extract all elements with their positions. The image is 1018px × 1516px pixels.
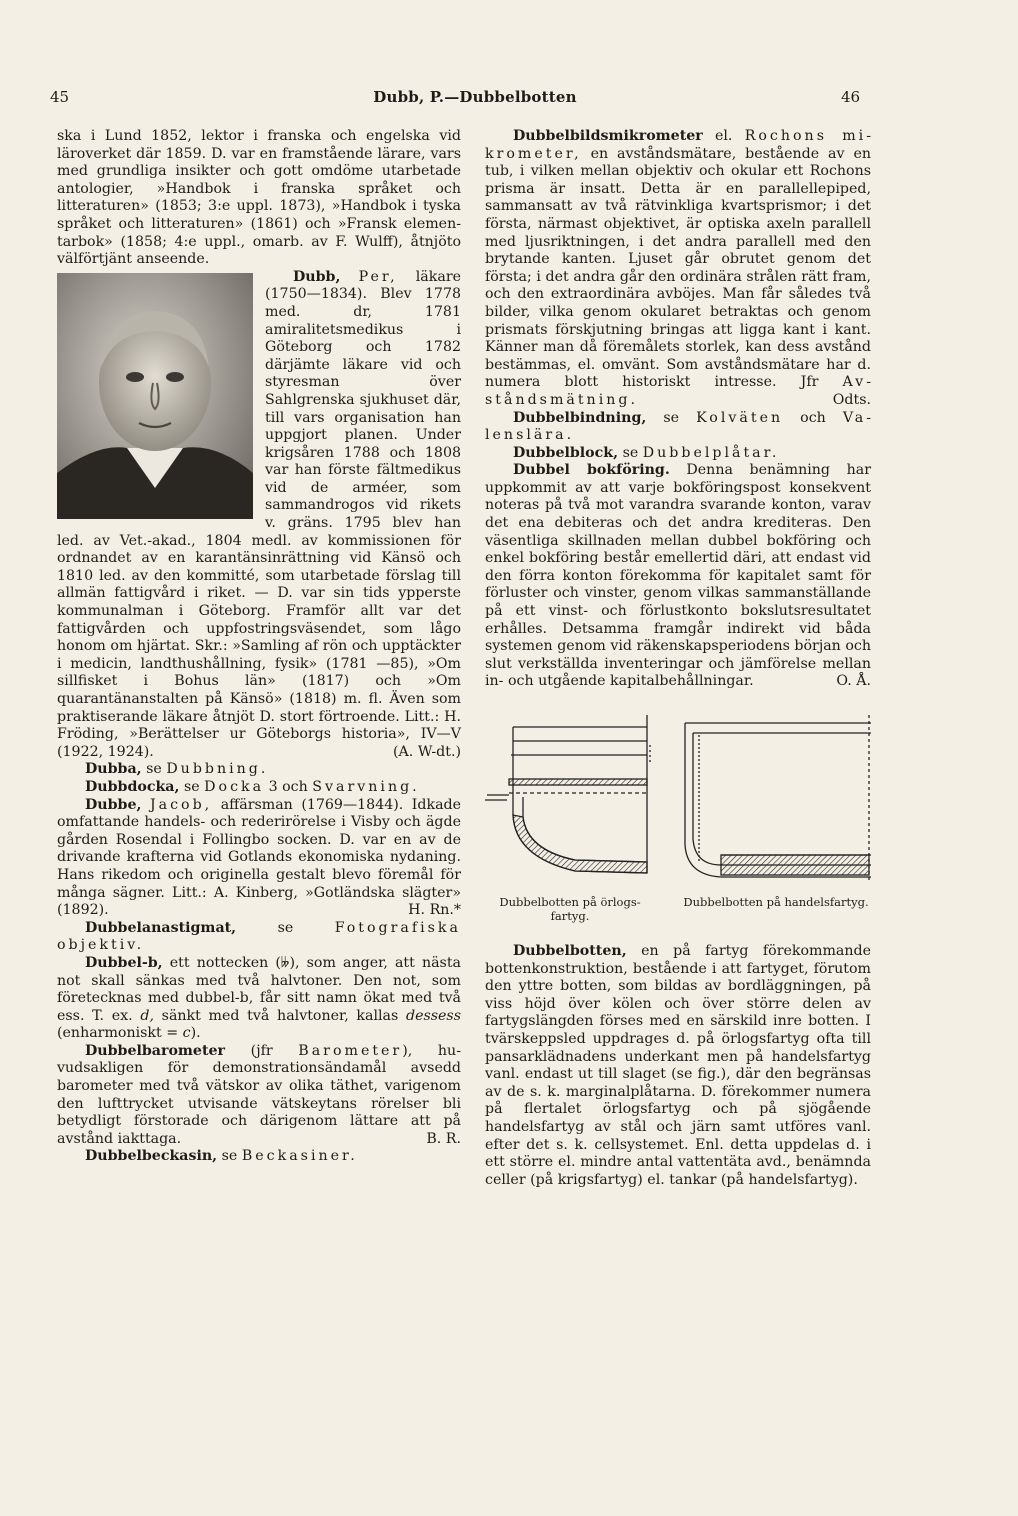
connector-text: och bbox=[800, 409, 826, 426]
merchant-hull-diagram bbox=[685, 715, 871, 880]
headword: Dubbelbindning, bbox=[513, 409, 647, 426]
entry-text: en avståndsmätare, bestående av en tub, i vilken mellan objektiv och okular ett Rochons prisma är insatt. Detta är en parallellepiped, sammansatt av två rätvinkliga kvartsprismor; i det första, närmast objektivet, är optiska axeln parallell med ljusriktningen, i det andra parallell med den brytande kanten. Ljuset går obrutet genom det första; i det andra går den ordinära strålen rätt fram, och den extraordinära avböjes. Man får således två bilder, vilka genom okularet betraktas och genom prismats förskjutning bringas att ligga kant i kant. Känner man då föremålets storlek, kan dess avstånd bestämmas, el. omvänt. Som avståndsmätare har d. numera blott historiskt intresse. Jfr bbox=[485, 145, 871, 391]
headword: Dubbdocka, bbox=[85, 778, 180, 795]
warship-hull-diagram bbox=[485, 715, 650, 873]
entry-continuation: ska i Lund 1852, lektor i franska och engelska vid läroverket där 1859. D. var en framstående lärare, vars med grundliga insikter och gott omdöme utarbetade antologier, »Handbok i franska språket och litteraturen» (1853; 3:e uppl. 1873), »Handbok i tyska språket och litteraturen» (1861) och »Fransk elementarbok» (1858; 4:e uppl., omarb. av F. Wulff), åtnjöto välförtjänt anseende. bbox=[57, 128, 461, 268]
portrait-photo bbox=[57, 273, 253, 519]
right-column bbox=[485, 128, 871, 1189]
see-word: se bbox=[663, 409, 680, 426]
headword: Dubbelblock, bbox=[513, 444, 619, 461]
signature: (A. W-dt.) bbox=[393, 743, 461, 760]
entry-dubbdocka bbox=[57, 779, 461, 797]
first-name: Jacob, bbox=[149, 796, 213, 813]
hull-cross-section-diagrams bbox=[485, 705, 871, 895]
signature: B. R. bbox=[426, 1130, 461, 1147]
see-word: el. bbox=[715, 128, 733, 144]
entry-dubbel-bokforing bbox=[485, 462, 871, 691]
entry-dubba bbox=[57, 761, 461, 779]
cross-reference: Rochons mikrometer, bbox=[485, 128, 871, 162]
signature: H. Rn.* bbox=[408, 902, 461, 919]
example-note: d, bbox=[140, 1007, 154, 1024]
entry-text: Denna benämning har uppkommit av att varje bokföringspost konsekvent noteras på två mot varandra svarande konton, varav det ena debiteras och det andra krediteras. Den väsentliga skillnaden mellan dubbel bokföring och enkel bokföring består emellertid däri, att endast vid den förra konton förekomma för kapitalet samt för förluster och vinster, genom vilkas sammanställande på ett vinst- och förlustkonto bokslutsresultatet erhålles. Detsamma framgår indirekt vid båda systemen genom vid räkenskapsperiodens början och slut verkställda inventeringar och jämförelse mellan in- och utgående kapitalbehållningar. bbox=[485, 462, 871, 690]
entry-text: ett nottecken ( bbox=[169, 954, 281, 971]
page-number-right: 46 bbox=[841, 88, 861, 106]
entry-text: ). bbox=[190, 1025, 201, 1042]
entry-text: (enharmoniskt = bbox=[57, 1025, 183, 1042]
cross-reference: Dubbelplåtar. bbox=[642, 444, 780, 461]
entry-text: sänkt med två halvtoner, kallas bbox=[161, 1007, 399, 1024]
example-note: c bbox=[182, 1025, 191, 1042]
headword: Dubbelbarometer bbox=[85, 1042, 226, 1059]
entry-text: affärsman (1769—1844). Idkade omfattande handels- och rederirörelse i Visby och ägde gården Rosendal i Follingbo socken. D. var en av de drivande krafterna vid Gotlands ekonomiska nydaning. Hans rikedom och originella gestalt blevo föremål för många sägner. Litt.: A. Kinberg, »Gotländska slägter» (1892). bbox=[57, 796, 462, 919]
headword: Dubbelbotten, bbox=[513, 943, 627, 959]
cross-reference: Kolväten bbox=[696, 409, 784, 426]
example-note: dessess bbox=[406, 1007, 461, 1024]
signature: O. Å. bbox=[836, 673, 871, 690]
left-column bbox=[57, 128, 461, 1166]
entry-text: läkare (1750—1834). Blev 1778 med. dr, 1781 amiralitetsmedikus i Göteborg och 1782 därjämte läkare vid och styresman över Sahlgrenska sjukhuset där, till vars organisation han uppgjort planen. Under krigsåren 1788 och 1808 var han förste fältmedikus vid de arméer, som sammandrogos vid rikets v. gräns. 1795 blev han led. av Vet.-akad., 1804 medl. av kommissionen för ordnandet av en karantänsinrättning vid Känsö och 1810 led. av den kommitté, som utarbetade förslag till allmän fattigvård i riket. — D. var sin tids ypperste kommunalman i Göteborg. Framför allt var det fattigvården och uppfostringsväsendet, som lågo honom om hjärtat. Skr.: »Samling af rön och upptäckter i medicin, landthushållning, fysik» (1781 —85), »Om sillfisket i Bohus län» (1817) och »Om quarantänanstalten på Känsö» (1818) m. fl. Även som praktiserande läkare åtnjöt D. stort förtroende. Litt.: H. Fröding, »Berättelser ur Göteborgs historia», IV—V (1922, 1924). bbox=[57, 268, 461, 760]
cross-reference: Svarvning. bbox=[312, 778, 420, 795]
headword: Dubb, bbox=[293, 268, 341, 285]
see-word: (jfr bbox=[250, 1042, 273, 1059]
entry-dubbe bbox=[57, 797, 461, 920]
entry-dubbelbildsmikrometer bbox=[485, 128, 871, 410]
entry-dubbelblock bbox=[485, 445, 871, 463]
headword: Dubbelbildsmikrometer bbox=[513, 128, 703, 144]
connector-text: 3 och bbox=[268, 778, 308, 795]
entry-dubbelbeckasin bbox=[57, 1148, 461, 1166]
headword: Dubbelbeckasin, bbox=[85, 1148, 218, 1165]
cross-reference: Beckasiner. bbox=[241, 1148, 358, 1165]
headword: Dubbelanastigmat, bbox=[85, 919, 237, 936]
entry-dubbelbindning bbox=[485, 410, 871, 445]
cross-reference: Docka bbox=[204, 778, 265, 795]
cross-reference: Fotografiska objektiv. bbox=[57, 919, 461, 954]
see-word: se bbox=[277, 919, 294, 936]
portrait-image bbox=[57, 273, 253, 519]
entry-dubbel-b bbox=[57, 955, 461, 1043]
entry-dubb-per bbox=[57, 269, 461, 762]
cross-reference: Valenslära. bbox=[485, 409, 872, 444]
signature: Odts. bbox=[832, 391, 871, 408]
cross-reference: Dubbning. bbox=[166, 761, 269, 778]
entry-text: ), huvudsakligen för demonstrationsändamål avsedd barometer med två vätskor av olika täthet, varigenom den lufttrycket utvisande vätskeytans rörelser bli betydligt förstorade och därigenom lättare att på avstånd iakttaga. bbox=[57, 1042, 461, 1147]
entry-text: ), som anger, att nästa not skall sänkas med två halvtoner. Den not, som företecknas med dubbel-b, får sitt namn ökat med två ess. T. ex. bbox=[57, 954, 461, 1024]
headword: Dubbel bokföring. bbox=[513, 462, 670, 479]
see-word: se bbox=[221, 1148, 238, 1165]
see-word: se bbox=[146, 761, 162, 778]
entry-dubbelbotten bbox=[485, 943, 871, 1189]
running-head: Dubb, P.—Dubbelbotten bbox=[373, 88, 577, 106]
entry-dubbelanastigmat bbox=[57, 920, 461, 955]
headword: Dubbe, bbox=[85, 796, 142, 813]
figure-caption-merchant: Dubbelbotten på handelsfartyg. bbox=[683, 895, 869, 909]
headword: Dubba, bbox=[85, 761, 142, 778]
figure-caption-warship: Dubbelbotten på örlogsfartyg. bbox=[499, 895, 641, 923]
see-word: se bbox=[622, 444, 639, 461]
entry-dubbelbarometer bbox=[57, 1043, 461, 1149]
cross-reference: Barometer bbox=[298, 1042, 403, 1059]
see-word: se bbox=[183, 778, 200, 795]
headword: Dubbel-b, bbox=[85, 954, 163, 971]
page-number-left: 45 bbox=[50, 88, 70, 106]
double-flat-symbol: 𝄫 bbox=[280, 954, 290, 971]
double-bottom-figure bbox=[485, 705, 871, 933]
cross-reference: Avståndsmätning. bbox=[485, 374, 871, 408]
entry-text: en på fartyg förekommande bottenkonstruktion, bestående i att fartyget, förutom den yttre botten, som bildas av bordläggningen, på viss höjd över kölen och över större delen av fartygslängden förses med en särskild inre botten. I tvärskeppsled uppdrages d. på örlogsfartyg ofta till pansarklädnadens underkant men på handelsfartyg vanl. endast ut till slaget (se fig.), där den begränsas av de s. k. marginalplåtarna. D. förekommer numera på flertalet örlogsfartyg och på sjögående handelsfartyg av stål och järn samt utföres vanl. efter det s. k. cellsystemet. Enl. detta uppdelas d. i ett större el. mindre antal vattentäta avd., benämnda celler (på krigsfartyg) el. tankar (på handelsfartyg). bbox=[485, 943, 872, 1188]
first-name: Per, bbox=[358, 268, 398, 285]
